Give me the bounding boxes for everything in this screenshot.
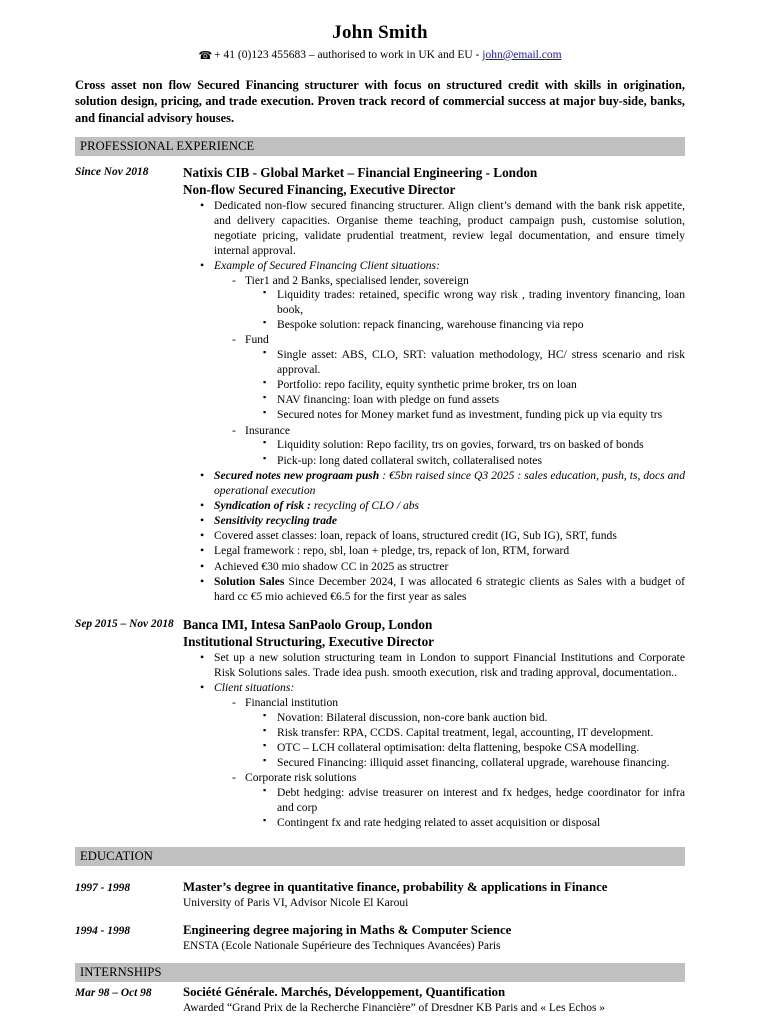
- education-body: [183, 879, 685, 911]
- sub-sub-bullet-text: Bespoke solution: repack financing, warehouse financing via repo: [277, 318, 584, 332]
- bullet-lead: Secured notes new prograam push: [214, 468, 380, 482]
- sub-bullet-list: [230, 696, 685, 831]
- bullet-item: [199, 529, 685, 544]
- sub-sub-bullet-item: [262, 786, 685, 815]
- education-date: 1997 - 1998: [75, 882, 131, 895]
- experience-entry: [75, 164, 685, 605]
- experience-date: Sep 2015 – Nov 2018: [75, 617, 174, 630]
- bullet-lead: Solution Sales: [214, 574, 285, 588]
- sub-sub-bullet-text: Liquidity solution: Repo facility, trs on govies, forward, trs on basked of bonds: [277, 438, 644, 452]
- sub-bullet-list: [230, 274, 685, 469]
- sub-bullet-text: Fund: [245, 333, 269, 347]
- page-title: John Smith: [332, 22, 428, 43]
- sub-sub-bullet-item: [262, 408, 685, 423]
- education-subtitle: University of Paris VI, Advisor Nicole El Karoui: [183, 897, 409, 910]
- sub-sub-bullet-text: Contingent fx and rate hedging related to asset acquisition or disposal: [277, 816, 601, 830]
- sub-sub-bullet-text: Secured notes for Money market fund as investment, funding pick up via equity trs: [277, 408, 663, 422]
- contact-line: [75, 48, 685, 64]
- sub-sub-bullet-list: [262, 438, 685, 468]
- sub-sub-bullet-text: NAV financing: loan with pledge on fund assets: [277, 393, 500, 407]
- sub-sub-bullet-item: [262, 348, 685, 377]
- sub-bullet-text: Financial institution: [245, 695, 339, 709]
- sub-bullet-item: [230, 424, 685, 469]
- internship-subtitle: Awarded “Grand Prix de la Recherche Financière” of Dresdner KB Paris and « Les Echos »: [183, 1001, 606, 1014]
- experience-entry: [75, 616, 685, 831]
- sub-sub-bullet-item: [262, 438, 685, 453]
- professional-summary: Cross asset non flow Secured Financing structurer with focus on structured credit with skills in origination, solution design, pricing, and trade execution. Proven track record of commercial success at major buy-side, banks, and financial advisory houses.: [75, 77, 685, 125]
- internship-body: [183, 984, 685, 1016]
- bullet-text: Covered asset classes: loan, repack of loans, structured credit (IG, Sub IG), SRT, funds: [214, 529, 617, 543]
- sub-sub-bullet-item: [262, 711, 685, 726]
- spacer: [75, 607, 685, 616]
- education-list: [75, 879, 685, 954]
- sub-sub-bullet-list: [262, 288, 685, 333]
- bullet-item: [199, 651, 685, 680]
- spacer: [75, 833, 685, 847]
- bullet-text: Achieved €30 mio shadow CC in 2025 as structrer: [214, 559, 449, 573]
- sub-sub-bullet-item: [262, 816, 685, 831]
- telephone-icon: ☎: [198, 49, 213, 62]
- bullet-text: Sensitivity recycling trade: [214, 514, 338, 527]
- section-header-internships: INTERNSHIPS: [75, 963, 685, 982]
- phone-number: + 41 (0)123 455683: [214, 48, 306, 61]
- sub-sub-bullet-item: [262, 378, 685, 393]
- sub-sub-bullet-text: Liquidity trades: retained, specific wrong way risk , trading inventory financing, loan book,: [277, 288, 685, 316]
- sub-sub-bullet-text: OTC – LCH collateral optimisation: delta flattening, bespoke CSA modelling.: [277, 740, 640, 754]
- internship-title: Société Générale. Marchés, Développement, Quantification: [183, 984, 506, 999]
- sub-sub-bullet-text: Debt hedging: advise treasurer on interest and fx hedges, hedge coordinator for infra and corp: [277, 786, 685, 814]
- bullet-text: Since December 2024, I was allocated 6 strategic clients as Sales with a budget of hard cc €5 mio achieved €6.5 for the first year as sales: [214, 574, 685, 603]
- sub-sub-bullet-text: Novation: Bilateral discussion, non-core bank auction bid.: [277, 710, 548, 724]
- bullet-lead: Syndication of risk :: [214, 498, 311, 512]
- bullet-list: [199, 651, 685, 831]
- work-authorisation-text: – authorised to work in UK and EU -: [308, 48, 480, 61]
- sub-bullet-item: [230, 333, 685, 423]
- job-title: Non-flow Secured Financing, Executive Director: [183, 182, 456, 198]
- bullet-item: [199, 499, 685, 514]
- sub-sub-bullet-text: Single asset: ABS, CLO, SRT: valuation methodology, HC/ stress scenario and risk approval.: [277, 348, 685, 376]
- experience-body: [183, 616, 685, 831]
- bullet-item: [199, 681, 685, 831]
- bullet-item: [199, 199, 685, 258]
- bullet-item: [199, 469, 685, 498]
- sub-sub-bullet-item: [262, 318, 685, 333]
- job-title: Institutional Structuring, Executive Director: [183, 633, 435, 649]
- bullet-item: [199, 514, 685, 529]
- internship-date: Mar 98 – Oct 98: [75, 986, 152, 999]
- bullet-item: [199, 544, 685, 559]
- sub-sub-bullet-item: [262, 741, 685, 756]
- sub-bullet-item: [230, 771, 685, 830]
- education-date: 1994 - 1998: [75, 925, 131, 938]
- sub-bullet-text: Tier1 and 2 Banks, specialised lender, sovereign: [245, 273, 469, 287]
- bullet-item: [199, 259, 685, 469]
- sub-sub-bullet-list: [262, 786, 685, 831]
- education-subtitle: ENSTA (Ecole Nationale Supérieure des Techniques Avancées) Paris: [183, 939, 501, 952]
- education-entry: [75, 879, 685, 911]
- section-header-experience: PROFESSIONAL EXPERIENCE: [75, 137, 685, 156]
- education-title: Engineering degree majoring in Maths & Computer Science: [183, 923, 512, 938]
- sub-bullet-item: [230, 274, 685, 333]
- education-entry: [75, 922, 685, 954]
- sub-bullet-text: Insurance: [245, 423, 291, 437]
- bullet-text: Dedicated non-flow secured financing structurer. Align client’s demand with the bank risk appetite, and delivery capacities. Organise theme teaching, product campaign push, customise solution, negotiate pricing, validate prudential treatment, review legal documentation, and ensure timely internal approval.: [214, 199, 685, 257]
- sub-sub-bullet-text: Risk transfer: RPA, CCDS. Capital treatment, legal, accounting, IT development.: [277, 725, 654, 739]
- sub-sub-bullet-item: [262, 726, 685, 741]
- experience-body: [183, 164, 685, 605]
- bullet-item: [199, 560, 685, 575]
- bullet-list: [199, 199, 685, 604]
- sub-sub-bullet-item: [262, 756, 685, 771]
- internship-entry: [75, 984, 685, 1016]
- bullet-text: recycling of CLO / abs: [310, 498, 420, 512]
- bullet-text: : €5bn raised since Q3 2025 : sales education, push, ts, docs and operational execution: [214, 468, 685, 497]
- bullet-text: Client situations:: [214, 681, 295, 695]
- email-link[interactable]: john@email.com: [482, 48, 562, 61]
- bullet-item: [199, 575, 685, 604]
- section-header-education: EDUCATION: [75, 847, 685, 866]
- sub-sub-bullet-item: [262, 393, 685, 408]
- sub-sub-bullet-list: [262, 711, 685, 771]
- sub-sub-bullet-text: Secured Financing: illiquid asset financing, collateral upgrade, warehouse financing.: [277, 756, 670, 770]
- education-body: [183, 922, 685, 954]
- bullet-text: Set up a new solution structuring team in London to support Financial Institutions and Corporate Risk Solutions sales. Trade idea push. smooth execution, risk and trading approval, documentation..: [214, 651, 685, 679]
- internships-list: [75, 984, 685, 1016]
- sub-sub-bullet-list: [262, 348, 685, 423]
- experience-list: [75, 164, 685, 831]
- spacer: [75, 954, 685, 963]
- bullet-text: Legal framework : repo, sbl, loan + pledge, trs, repack of lon, RTM, forward: [214, 544, 570, 558]
- bullet-text: Example of Secured Financing Client situations:: [214, 258, 440, 272]
- sub-bullet-text: Corporate risk solutions: [245, 771, 357, 785]
- employer-name: Banca IMI, Intesa SanPaolo Group, London: [183, 616, 433, 632]
- sub-bullet-item: [230, 696, 685, 771]
- sub-sub-bullet-item: [262, 454, 685, 469]
- sub-sub-bullet-text: Pick-up: long dated collateral switch, collateralised notes: [277, 453, 542, 467]
- employer-name: Natixis CIB - Global Market – Financial Engineering - London: [183, 165, 538, 181]
- sub-sub-bullet-item: [262, 288, 685, 317]
- sub-sub-bullet-text: Portfolio: repo facility, equity synthetic prime broker, trs on loan: [277, 378, 577, 392]
- education-title: Master’s degree in quantitative finance, probability & applications in Finance: [183, 880, 608, 895]
- experience-date: Since Nov 2018: [75, 166, 149, 179]
